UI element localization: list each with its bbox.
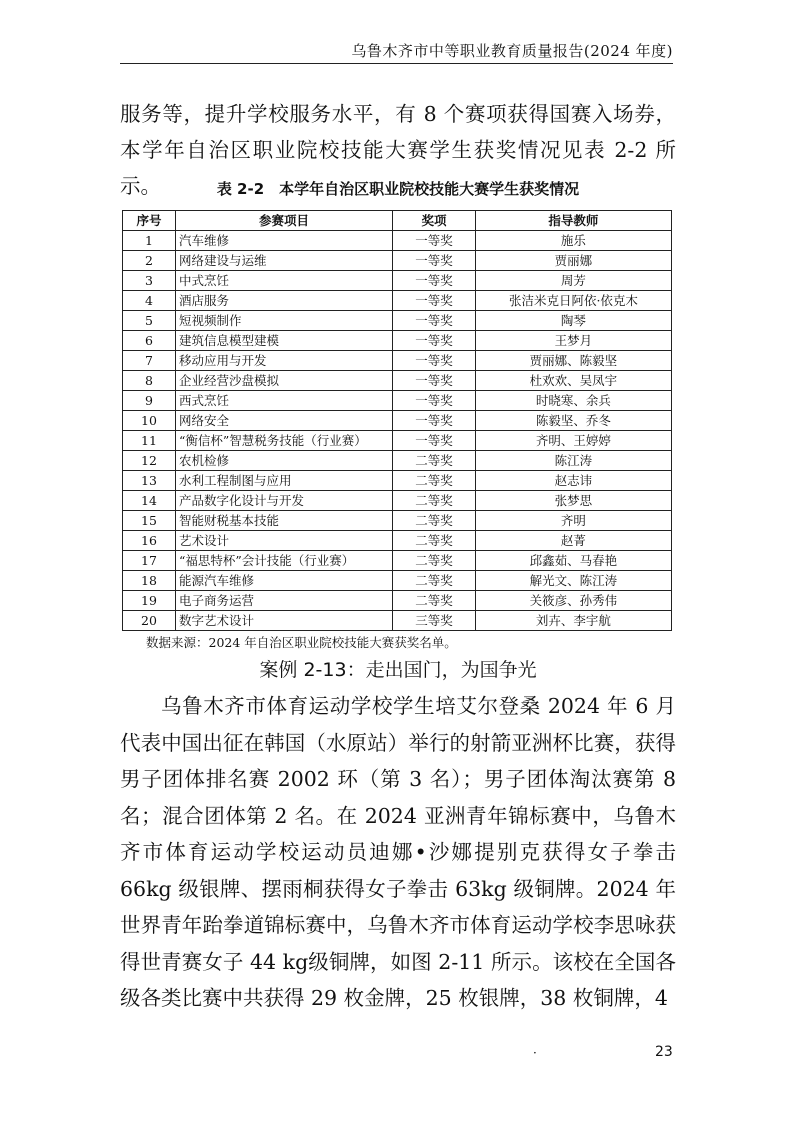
table-row bbox=[123, 431, 672, 451]
row-award: 二等奖 bbox=[393, 571, 476, 591]
header-award: 奖项 bbox=[393, 211, 476, 231]
row-number: 4 bbox=[123, 291, 176, 311]
table-title: 表 2-2 本学年自治区职业院校技能大赛学生获奖情况 bbox=[216, 180, 580, 198]
row-award: 一等奖 bbox=[393, 291, 476, 311]
table-source: 数据来源：2024 年自治区职业院校技能大赛获奖名单。 bbox=[146, 635, 457, 650]
case-paragraph: 乌鲁木齐市体育运动学校学生培艾尔登桑 2024 年 6 月代表中国出征在韩国（水原站）举行的射箭亚洲杯比赛，获得男子团体排名赛 2002 环（第 3 名）；男子团体淘汰赛第 8 名；混合团体第 2 名。在 2024 亚洲青年锦标赛中，乌鲁木齐市体育运动学校运动员迪娜•沙娜提别克获得女子拳击 66kg 级银牌、摆雨桐获得女子拳击 63kg 级铜牌。2024 年世界青年跆拳道锦标赛中，乌鲁木齐市体育运动学校李思咏获得世青赛女子 44 kg级铜牌，如图 2-11 所示。该校在全国各级各类比赛中共获得 29 枚金牌，25 枚银牌，38 枚铜牌，4 bbox=[120, 694, 676, 1010]
table-row bbox=[123, 571, 672, 591]
table-row bbox=[123, 251, 672, 271]
footer-dot: · bbox=[533, 1046, 537, 1060]
row-event: 汽车维修 bbox=[175, 231, 392, 251]
row-teacher: 贾丽娜、陈毅坚 bbox=[475, 351, 671, 371]
row-teacher: 施乐 bbox=[475, 231, 671, 251]
row-number: 15 bbox=[123, 511, 176, 531]
row-award: 一等奖 bbox=[393, 271, 476, 291]
row-teacher: 解光文、陈江涛 bbox=[475, 571, 671, 591]
row-number: 9 bbox=[123, 391, 176, 411]
row-award: 二等奖 bbox=[393, 591, 476, 611]
row-number: 18 bbox=[123, 571, 176, 591]
row-award: 二等奖 bbox=[393, 511, 476, 531]
row-teacher: 赵志讳 bbox=[475, 471, 671, 491]
row-teacher: 贾丽娜 bbox=[475, 251, 671, 271]
row-number: 8 bbox=[123, 371, 176, 391]
table-row bbox=[123, 271, 672, 291]
row-event: 企业经营沙盘模拟 bbox=[175, 371, 392, 391]
table-row bbox=[123, 371, 672, 391]
table-row bbox=[123, 331, 672, 351]
row-award: 一等奖 bbox=[393, 371, 476, 391]
row-event: 酒店服务 bbox=[175, 291, 392, 311]
header-rule bbox=[120, 63, 673, 64]
row-award: 一等奖 bbox=[393, 411, 476, 431]
row-number: 7 bbox=[123, 351, 176, 371]
row-teacher: 刘卉、李宇航 bbox=[475, 611, 671, 631]
page-header: 乌鲁木齐市中等职业教育质量报告(2024 年度) bbox=[351, 42, 673, 60]
row-number: 14 bbox=[123, 491, 176, 511]
row-event: 移动应用与开发 bbox=[175, 351, 392, 371]
row-event: 建筑信息模型建模 bbox=[175, 331, 392, 351]
table-row bbox=[123, 451, 672, 471]
row-number: 17 bbox=[123, 551, 176, 571]
row-number: 19 bbox=[123, 591, 176, 611]
row-teacher: 齐明、王婷婷 bbox=[475, 431, 671, 451]
row-event: 中式烹饪 bbox=[175, 271, 392, 291]
row-award: 一等奖 bbox=[393, 431, 476, 451]
row-award: 二等奖 bbox=[393, 531, 476, 551]
header-number: 序号 bbox=[123, 211, 176, 231]
table-row bbox=[123, 491, 672, 511]
page-number: 23 bbox=[655, 1044, 673, 1060]
row-award: 一等奖 bbox=[393, 251, 476, 271]
row-teacher: 邱鑫茹、马春艳 bbox=[475, 551, 671, 571]
row-event: 艺术设计 bbox=[175, 531, 392, 551]
row-event: 智能财税基本技能 bbox=[175, 511, 392, 531]
table-row bbox=[123, 311, 672, 331]
row-award: 二等奖 bbox=[393, 451, 476, 471]
row-award: 一等奖 bbox=[393, 231, 476, 251]
row-teacher: 张梦思 bbox=[475, 491, 671, 511]
row-event: 能源汽车维修 bbox=[175, 571, 392, 591]
row-teacher: 赵菁 bbox=[475, 531, 671, 551]
row-number: 13 bbox=[123, 471, 176, 491]
row-teacher: 杜欢欢、吴凤宇 bbox=[475, 371, 671, 391]
case-title: 案例 2-13：走出国门，为国争光 bbox=[259, 659, 537, 681]
table-row bbox=[123, 471, 672, 491]
table-row bbox=[123, 291, 672, 311]
row-award: 二等奖 bbox=[393, 491, 476, 511]
table-row bbox=[123, 611, 672, 631]
row-number: 2 bbox=[123, 251, 176, 271]
table-row bbox=[123, 511, 672, 531]
row-teacher: 关筱彦、孙秀伟 bbox=[475, 591, 671, 611]
row-teacher: 王梦月 bbox=[475, 331, 671, 351]
row-teacher: 齐明 bbox=[475, 511, 671, 531]
row-teacher: 陈江涛 bbox=[475, 451, 671, 471]
table-row bbox=[123, 411, 672, 431]
row-award: 一等奖 bbox=[393, 351, 476, 371]
row-event: 电子商务运营 bbox=[175, 591, 392, 611]
table-row bbox=[123, 391, 672, 411]
awards-table bbox=[122, 210, 672, 631]
row-event: 西式烹饪 bbox=[175, 391, 392, 411]
row-number: 12 bbox=[123, 451, 176, 471]
row-event: 水利工程制图与应用 bbox=[175, 471, 392, 491]
header-event: 参赛项目 bbox=[175, 211, 392, 231]
row-event: 网络建设与运维 bbox=[175, 251, 392, 271]
row-teacher: 陈毅坚、乔冬 bbox=[475, 411, 671, 431]
row-teacher: 张洁米克日阿依·依克木 bbox=[475, 291, 671, 311]
header-teacher: 指导教师 bbox=[475, 211, 671, 231]
row-event: 产品数字化设计与开发 bbox=[175, 491, 392, 511]
row-event: “衡信杯”智慧税务技能（行业赛） bbox=[175, 431, 392, 451]
row-event: “福思特杯”会计技能（行业赛） bbox=[175, 551, 392, 571]
row-number: 10 bbox=[123, 411, 176, 431]
row-award: 一等奖 bbox=[393, 391, 476, 411]
row-award: 二等奖 bbox=[393, 471, 476, 491]
row-number: 16 bbox=[123, 531, 176, 551]
row-number: 5 bbox=[123, 311, 176, 331]
row-number: 6 bbox=[123, 331, 176, 351]
row-event: 数字艺术设计 bbox=[175, 611, 392, 631]
row-award: 一等奖 bbox=[393, 311, 476, 331]
row-teacher: 时晓寒、余兵 bbox=[475, 391, 671, 411]
row-number: 11 bbox=[123, 431, 176, 451]
row-teacher: 周芳 bbox=[475, 271, 671, 291]
row-event: 网络安全 bbox=[175, 411, 392, 431]
table-row bbox=[123, 591, 672, 611]
table-row bbox=[123, 351, 672, 371]
row-award: 一等奖 bbox=[393, 331, 476, 351]
table-row bbox=[123, 231, 672, 251]
row-award: 二等奖 bbox=[393, 551, 476, 571]
row-event: 农机检修 bbox=[175, 451, 392, 471]
row-number: 1 bbox=[123, 231, 176, 251]
row-award: 三等奖 bbox=[393, 611, 476, 631]
row-event: 短视频制作 bbox=[175, 311, 392, 331]
row-number: 20 bbox=[123, 611, 176, 631]
row-teacher: 陶琴 bbox=[475, 311, 671, 331]
intro-paragraph: 服务等，提升学校服务水平，有 8 个赛项获得国赛入场券，本学年自治区职业院校技能大赛学生获奖情况见表 2-2 所示。 bbox=[120, 102, 676, 198]
table-body bbox=[123, 231, 672, 631]
table-row bbox=[123, 531, 672, 551]
table-row bbox=[123, 551, 672, 571]
row-number: 3 bbox=[123, 271, 176, 291]
table-header-row bbox=[123, 211, 672, 231]
